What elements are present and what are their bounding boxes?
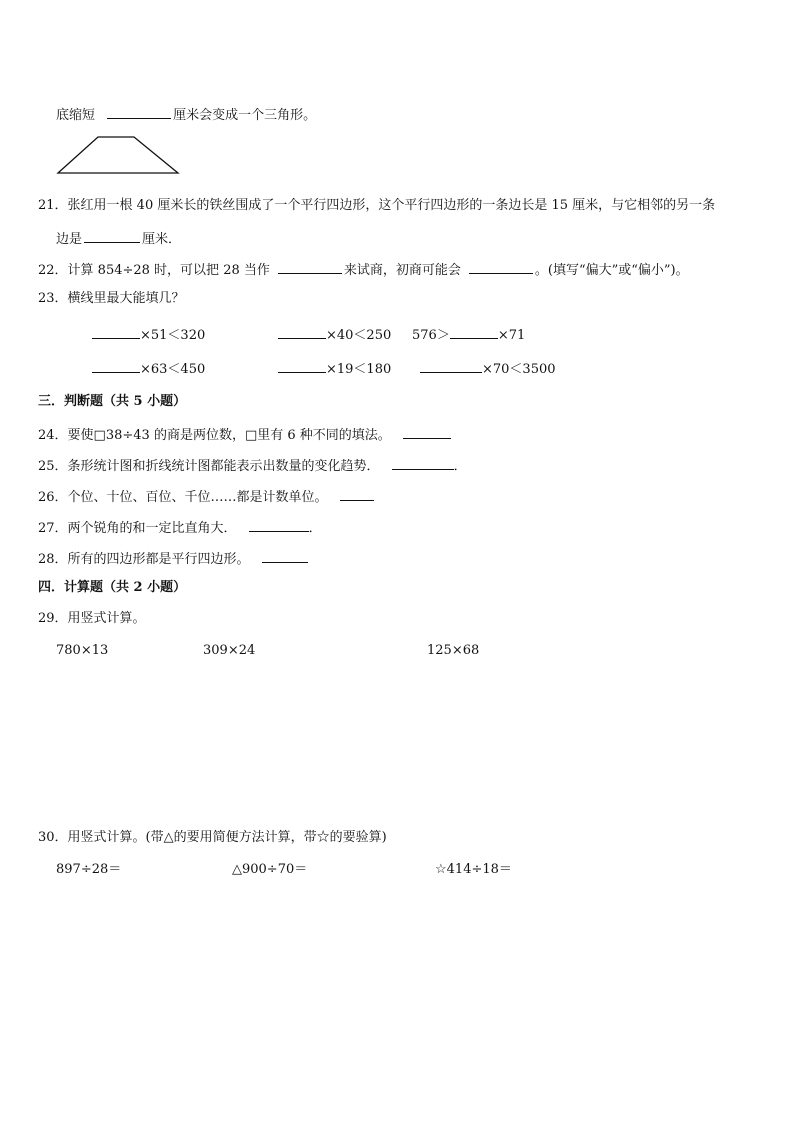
q22-blank-2[interactable] — [469, 259, 533, 274]
q23-blank-2[interactable] — [278, 324, 326, 339]
q23-blank-1[interactable] — [92, 324, 140, 339]
q21-number: 21． — [38, 198, 68, 213]
q23-text: 横线里最大能填几？ — [67, 291, 185, 306]
q30-line — [38, 829, 387, 847]
q21-text-a: 张红用一根 40 厘米长的铁丝围成了一个平行四边形，这个平行四边形的一条边长是 15 厘米，与它相邻的另一条 — [67, 198, 716, 213]
q30-item-1: 897÷28＝ — [56, 862, 122, 877]
q28-line: 28．所有的四边形都是平行四边形。 — [38, 548, 308, 569]
q30-item-3: ☆414÷18＝ — [435, 862, 512, 877]
q21-line-1 — [38, 197, 715, 215]
q25-line: 25．条形统计图和折线统计图都能表示出数量的变化趋势． ． — [38, 455, 467, 476]
q20-line — [56, 104, 316, 125]
q27-line: 27．两个锐角的和一定比直角大． ． — [38, 517, 322, 538]
q21-line-2 — [56, 228, 181, 249]
q22-blank-1[interactable] — [278, 259, 342, 274]
q26-answer-blank[interactable] — [340, 486, 374, 501]
trapezoid-figure — [54, 134, 182, 176]
q23-item-1: ×51＜320 — [92, 324, 205, 345]
q23-blank-6[interactable] — [420, 358, 482, 373]
q25-answer-blank[interactable] — [392, 455, 454, 470]
q23-blank-4[interactable] — [92, 358, 140, 373]
q24-answer-blank[interactable] — [403, 424, 451, 439]
q30-text: 用竖式计算。(带△的要用简便方法计算，带☆的要验算) — [67, 830, 387, 845]
q23-item-3: 576＞ ×71 — [412, 324, 525, 345]
q21-answer-blank[interactable] — [84, 228, 140, 243]
q29-text: 用竖式计算。 — [67, 611, 146, 626]
q22-text-a: 计算 854÷28 时，可以把 28 当作 — [67, 263, 270, 278]
section-3-title: 三．判断题（共 5 小题） — [38, 394, 187, 409]
q22-text-c: 。(填写“偏大”或“偏小”)。 — [534, 263, 689, 278]
q29-item-1: 780×13 — [56, 643, 109, 658]
q24-line: 24．要使□38÷43 的商是两位数，□里有 6 种不同的填法。 — [38, 424, 451, 445]
q23-line — [38, 290, 185, 308]
q23-blank-3[interactable] — [450, 324, 498, 339]
q22-number: 22． — [38, 263, 68, 278]
q20-text-b: 厘米会变成一个三角形。 — [173, 108, 317, 123]
q26-line: 26．个位、十位、百位、千位……都是计数单位。 — [38, 486, 374, 507]
q29-line — [38, 610, 146, 628]
q23-item-2: ×40＜250 — [278, 324, 391, 345]
q22-text-b: 来试商，初商可能会 — [343, 263, 461, 278]
q23-blank-5[interactable] — [278, 358, 326, 373]
q30-number: 30． — [38, 830, 68, 845]
q29-number: 29． — [38, 611, 68, 626]
q21-text-c: 厘米． — [142, 232, 182, 247]
q23-item-5: ×19＜180 — [278, 358, 391, 379]
q23-item-6: ×70＜3500 — [420, 358, 556, 379]
q21-text-b: 边是 — [56, 232, 83, 247]
section-4-title: 四．计算题（共 2 小题） — [38, 580, 187, 595]
q29-item-2: 309×24 — [203, 643, 256, 658]
q23-number: 23． — [38, 291, 68, 306]
q27-answer-blank[interactable] — [249, 517, 309, 532]
q20-text-a: 底缩短 — [56, 108, 96, 123]
q23-item-4: ×63＜450 — [92, 358, 205, 379]
q22-line — [38, 259, 689, 280]
q20-answer-blank[interactable] — [107, 104, 171, 119]
trapezoid-shape — [58, 137, 178, 173]
q28-answer-blank[interactable] — [262, 548, 308, 563]
q30-item-2: △900÷70＝ — [232, 862, 308, 877]
q29-item-3: 125×68 — [427, 643, 480, 658]
